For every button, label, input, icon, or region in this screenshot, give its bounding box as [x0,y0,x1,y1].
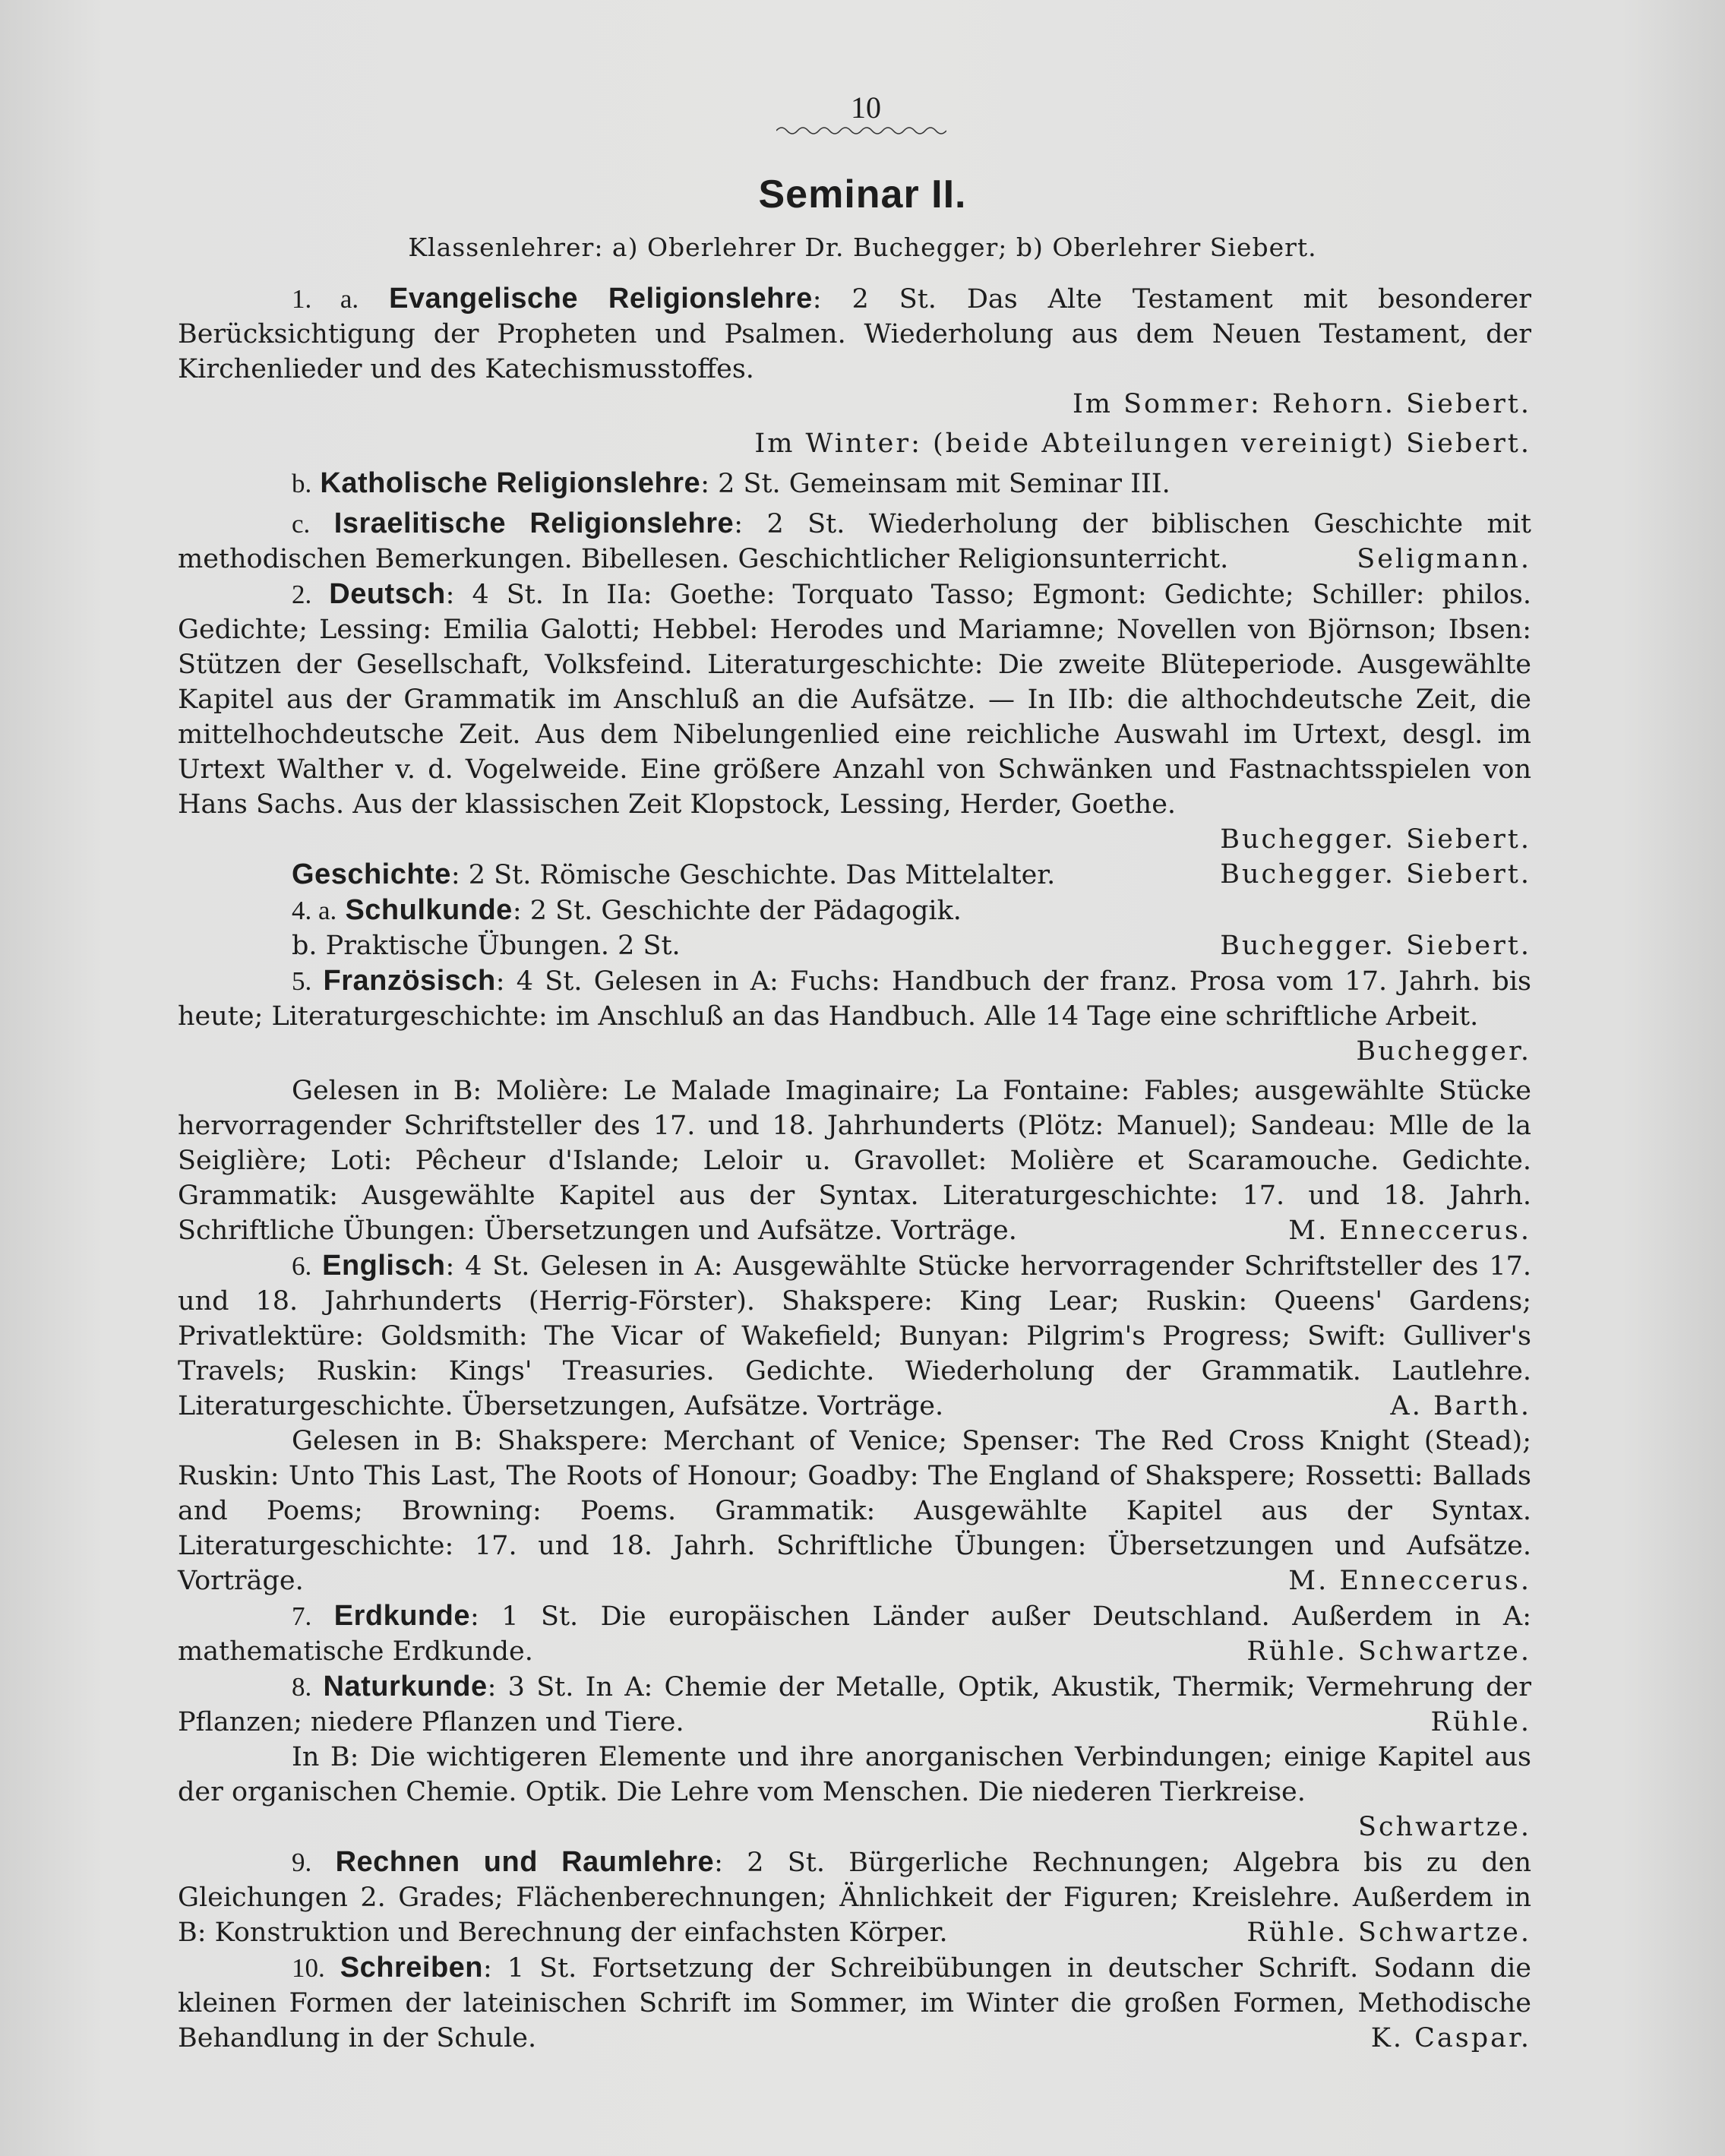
section-text: b. Praktische Übungen. 2 St. [292,931,681,961]
section-deutsch [178,577,1531,855]
section-number: 1. a. [292,284,359,314]
teacher-signature: Buchegger. Siebert. [1220,931,1531,961]
section-text: : 2 St. Römische Geschichte. Das Mittelalter. [450,860,1056,890]
section-text: : 3 St. In A: Chemie der Metalle, Optik, Akustik, Thermik; Vermehrung der Pflanzen; niedere Pflanzen und Tiere. [178,1672,1531,1737]
section-text: : 2 St. Wiederholung der biblischen Geschichte mit methodischen Bemerkungen. Bibellesen. Geschichtlicher Religionsunterricht. [178,509,1531,574]
decorative-wave-ornament [776,123,946,138]
section-text: : 2 St. Gemeinsam mit Seminar III. [700,469,1171,499]
section-englisch-b [178,1424,1531,1598]
section-schulkunde [178,893,1531,928]
teacher-signature: Buchegger. [1356,1036,1531,1067]
section-text: : 2 St. Bürgerliche Rechnungen; Algebra bis zu den Gleichungen 2. Grades; Flächenberechnungen; Ähnlichkeit der Figuren; Kreislehre. Außerdem in B: Konstruktion und Berechnung der einfachsten Körper. [178,1848,1531,1948]
section-religion-isr [178,506,1531,577]
teacher-signature: M. Enneccerus. [1288,1566,1531,1596]
section-number: c. [292,509,311,539]
subject-heading: Schreiben [340,1952,484,1984]
teacher-signature: A. Barth. [1390,1391,1531,1421]
teacher-winter: Im Winter: (beide Abteilungen vereinigt) Siebert. [754,428,1531,459]
subject-heading: Französisch [323,965,496,997]
teacher-signature: M. Enneccerus. [1288,1216,1531,1246]
section-text: : 2 St. Geschichte der Pädagogik. [512,896,962,926]
class-teachers-line: Klassenlehrer: a) Oberlehrer Dr. Buchegger; b) Oberlehrer Siebert. [408,232,1317,262]
subject-heading: Deutsch [329,578,446,610]
section-number: 5. [292,966,312,996]
subject-heading: Erdkunde [333,1600,470,1632]
section-number: 8. [292,1672,312,1702]
section-text: : 1 St. Die europäischen Länder außer Deutschland. Außerdem in A: mathematische Erdkunde. [178,1601,1531,1667]
section-number: 7. [292,1601,312,1631]
section-number: 6. [292,1251,312,1281]
subject-heading: Englisch [322,1250,446,1282]
section-rechnen [178,1845,1531,1950]
page-number: 10 [851,90,881,125]
section-number: b. [292,469,312,498]
section-text: In B: Die wichtigeren Elemente und ihre anorganischen Verbindungen; einige Kapitel aus der organischen Chemie. Optik. Die Lehre vom Menschen. Die niederen Tierkreise. [178,1742,1531,1807]
subject-heading: Schulkunde [345,894,513,926]
section-number: 4. a. [292,896,337,925]
section-text: Gelesen in B: Shakspere: Merchant of Venice; Spenser: The Red Cross Knight (Stead); Ruskin: Unto This Last, The Roots of Honour; Goadby: The England of Shakspere; Rossetti: Ballads and Poems; Browning: Poems. Grammatik: Ausgewählte Kapitel aus der Syntax. Literaturgeschichte: 17. und 18. Jahrh. Schriftliche Übungen: Übersetzungen und Aufsätze. Vorträge. [178,1426,1531,1596]
subject-heading: Naturkunde [323,1671,488,1702]
subject-heading: Rechnen und Raumlehre [335,1846,715,1878]
section-franzoesisch-b [178,1073,1531,1248]
section-number: 2. [292,580,312,609]
section-religion-kath [178,466,1531,501]
section-text: : 4 St. In IIa: Goethe: Torquato Tasso; Egmont: Gedichte; Schiller: philos. Gedichte; Lessing: Emilia Galotti; Hebbel: Herodes und Mariamne; Novellen von Björnson; Ibsen: Stützen der Gesellschaft, Volksfeind. Literaturgeschichte: Die zweite Blüteperiode. Ausgewählte Kapitel aus der Grammatik im Anschluß an die Aufsätze. — In IIb: die althochdeutsche Zeit, die mittelhochdeutsche Zeit. Aus dem Nibelungenlied eine reichliche Auswahl im Urtext, desgl. im Urtext Walther v. d. Vogelweide. Eine größere Anzahl von Schwänken und Fastnachtsspielen von Hans Sachs. Aus der klassischen Zeit Klopstock, Lessing, Herder, Goethe. [178,580,1531,820]
section-praktisch [178,928,1531,963]
section-text: : 4 St. Gelesen in A: Fuchs: Handbuch der franz. Prosa vom 17. Jahrh. bis heute; Literaturgeschichte: im Anschluß an das Handbuch. Alle 14 Tage eine schriftliche Arbeit. [178,966,1531,1032]
teacher-signature: Rühle. [1430,1707,1531,1737]
teacher-signature: Rühle. Schwartze. [1246,1917,1531,1948]
teacher-signature: Seligmann. [1357,544,1531,574]
section-naturkunde-b [178,1740,1531,1842]
teacher-signature: K. Caspar. [1370,2023,1531,2053]
subject-heading: Evangelische Religionslehre [389,283,813,315]
section-text: : 2 St. Das Alte Testament mit besonderer Berücksichtigung der Propheten und Psalmen. Wiederholung aus dem Neuen Testament, der Kirchenlieder und des Katechismusstoffes. [178,284,1531,384]
section-naturkunde [178,1669,1531,1740]
curriculum-body [178,281,1531,2056]
section-text: : 4 St. Gelesen in A: Ausgewählte Stücke hervorragender Schriftsteller des 17. und 18. Jahrhunderts (Herrig-Förster). Shakspere: King Lear; Ruskin: Queens' Gardens; Privatlektüre: Goldsmith: The Vicar of Wakefield; Bunyan: Pilgrim's Progress; Swift: Gulliver's Travels; Ruskin: Kings' Treasuries. Gedichte. Wiederholung der Grammatik. Lautlehre. Literaturgeschichte. Übersetzungen, Aufsätze. Vorträge. [178,1251,1531,1421]
subject-heading: Israelitische Religionslehre [333,507,735,539]
section-schreiben [178,1950,1531,2056]
section-geschichte [178,857,1531,893]
teacher-signature: Buchegger. Siebert. [1220,824,1531,855]
teacher-signature: Schwartze. [1357,1812,1531,1842]
page-title: Seminar II. [758,172,967,217]
section-text: Gelesen in B: Molière: Le Malade Imaginaire; La Fontaine: Fables; ausgewählte Stücke hervorragender Schriftsteller des 17. und 18. Jahrhunderts (Plötz: Manuel); Sandeau: Mlle de la Seiglière; Loti: Pêcheur d'Islande; Leloir u. Gravollet: Molière et Scaramouche. Gedichte. Grammatik: Ausgewählte Kapitel aus der Syntax. Literaturgeschichte: 17. und 18. Jahrh. Schriftliche Übungen: Übersetzungen und Aufsätze. Vorträge. [178,1076,1531,1246]
section-text: : 1 St. Fortsetzung der Schreibübungen in deutscher Schrift. Sodann die kleinen Formen der lateinischen Schrift im Sommer, im Winter die großen Formen, Methodische Behandlung in der Schule. [178,1953,1531,2053]
section-number: 9. [292,1848,312,1877]
section-religion-ev [178,281,1531,387]
section-number: 10. [292,1953,325,1983]
subject-heading: Geschichte [292,858,451,890]
subject-heading: Katholische Religionslehre [320,467,701,499]
teacher-summer: Im Sommer: Rehorn. Siebert. [1072,389,1531,419]
section-erdkunde [178,1598,1531,1669]
section-franzoesisch [178,963,1531,1034]
teacher-signature: Rühle. Schwartze. [1246,1636,1531,1667]
teacher-signature: Buchegger. Siebert. [1220,859,1531,890]
section-englisch [178,1248,1531,1424]
